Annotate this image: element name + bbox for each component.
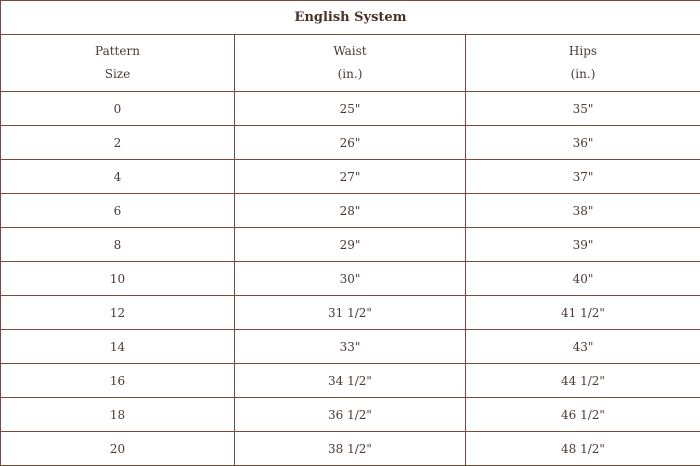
header-waist-line1: Waist bbox=[333, 44, 367, 58]
table-row bbox=[1, 228, 700, 262]
header-hips-line2: (in.) bbox=[570, 67, 596, 81]
hips-cell: 40" bbox=[466, 262, 700, 296]
header-hips bbox=[466, 35, 700, 92]
waist-cell: 38 1/2" bbox=[235, 432, 466, 466]
waist-cell: 27" bbox=[235, 160, 466, 194]
table-row bbox=[1, 330, 700, 364]
hips-cell: 35" bbox=[466, 92, 700, 126]
hips-cell: 44 1/2" bbox=[466, 364, 700, 398]
header-waist bbox=[235, 35, 466, 92]
header-pattern-size-line1: Pattern bbox=[95, 44, 140, 58]
size-cell: 2 bbox=[1, 126, 235, 160]
table-row bbox=[1, 126, 700, 160]
table-row bbox=[1, 364, 700, 398]
header-pattern-size-line2: Size bbox=[104, 67, 131, 81]
size-cell: 8 bbox=[1, 228, 235, 262]
hips-cell: 48 1/2" bbox=[466, 432, 700, 466]
table-row bbox=[1, 92, 700, 126]
table-row bbox=[1, 296, 700, 330]
size-cell: 12 bbox=[1, 296, 235, 330]
size-cell: 18 bbox=[1, 398, 235, 432]
hips-cell: 46 1/2" bbox=[466, 398, 700, 432]
size-cell: 6 bbox=[1, 194, 235, 228]
title-row bbox=[1, 1, 700, 35]
waist-cell: 29" bbox=[235, 228, 466, 262]
size-cell: 14 bbox=[1, 330, 235, 364]
hips-cell: 36" bbox=[466, 126, 700, 160]
hips-cell: 37" bbox=[466, 160, 700, 194]
waist-cell: 28" bbox=[235, 194, 466, 228]
table-row bbox=[1, 432, 700, 466]
waist-cell: 33" bbox=[235, 330, 466, 364]
waist-cell: 30" bbox=[235, 262, 466, 296]
table-title: English System bbox=[1, 1, 700, 35]
hips-cell: 39" bbox=[466, 228, 700, 262]
waist-cell: 34 1/2" bbox=[235, 364, 466, 398]
table-row bbox=[1, 398, 700, 432]
size-cell: 16 bbox=[1, 364, 235, 398]
hips-cell: 38" bbox=[466, 194, 700, 228]
waist-cell: 36 1/2" bbox=[235, 398, 466, 432]
size-cell: 4 bbox=[1, 160, 235, 194]
size-cell: 0 bbox=[1, 92, 235, 126]
hips-cell: 43" bbox=[466, 330, 700, 364]
table-row bbox=[1, 262, 700, 296]
header-hips-line1: Hips bbox=[568, 44, 598, 58]
size-cell: 20 bbox=[1, 432, 235, 466]
header-pattern-size bbox=[1, 35, 235, 92]
waist-cell: 26" bbox=[235, 126, 466, 160]
table-row bbox=[1, 160, 700, 194]
size-cell: 10 bbox=[1, 262, 235, 296]
header-waist-line2: (in.) bbox=[337, 67, 363, 81]
hips-cell: 41 1/2" bbox=[466, 296, 700, 330]
waist-cell: 31 1/2" bbox=[235, 296, 466, 330]
table-row bbox=[1, 194, 700, 228]
waist-cell: 25" bbox=[235, 92, 466, 126]
header-row bbox=[1, 35, 700, 92]
